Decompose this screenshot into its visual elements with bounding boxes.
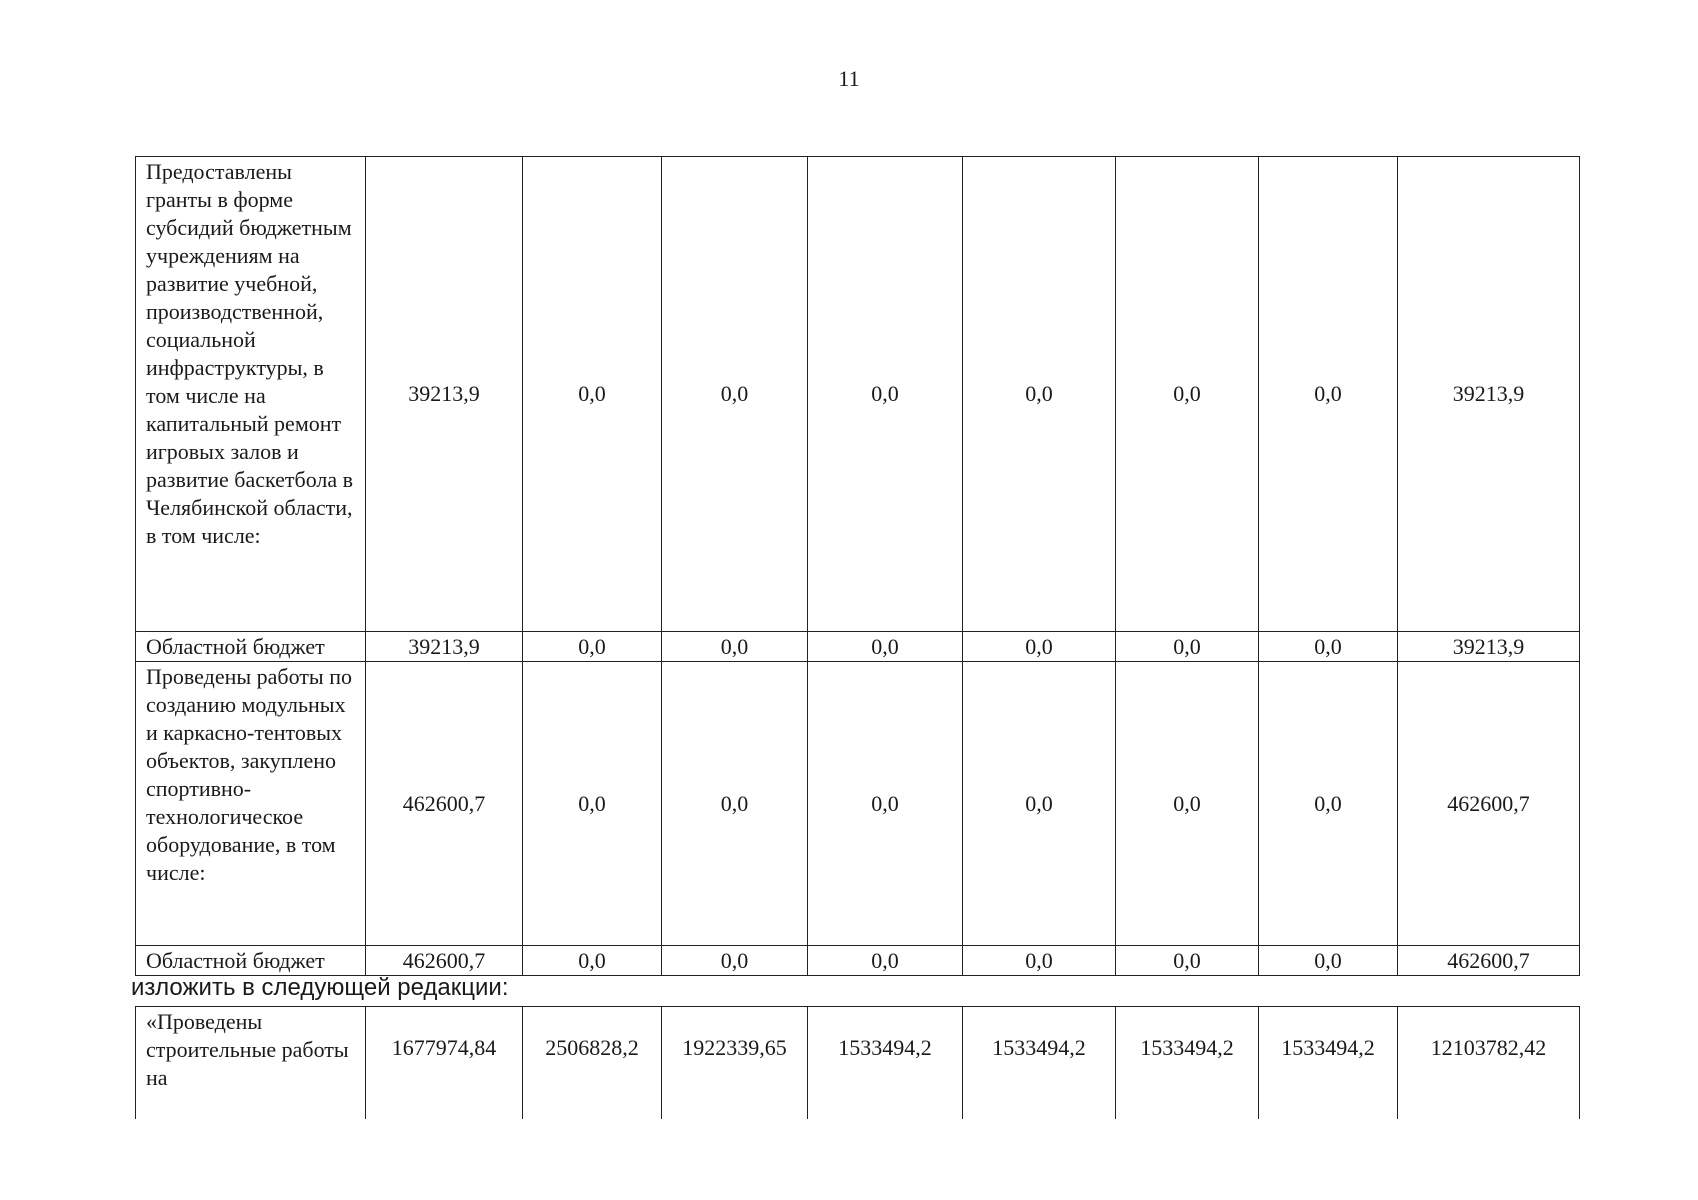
table-cell: 0,0	[963, 632, 1116, 662]
table-cell: 1533494,2	[1259, 1007, 1398, 1120]
table-row	[136, 157, 1580, 632]
table-cell: 39213,9	[1398, 632, 1580, 662]
table-cell: 1677974,84	[366, 1007, 523, 1120]
table-cell: 1533494,2	[963, 1007, 1116, 1120]
table-cell: 462600,7	[366, 662, 523, 946]
table-row	[136, 632, 1580, 662]
table-cell: 2506828,2	[523, 1007, 662, 1120]
table-cell: 0,0	[523, 946, 662, 976]
budget-table-top	[135, 156, 1580, 976]
page-number: 11	[838, 66, 860, 91]
table-cell: 0,0	[1116, 157, 1259, 632]
row-label: Проведены работы по созданию модульных и каркасно-тентовых объектов, закуплено спортивно-технологическое оборудование, в том числе:	[136, 662, 366, 946]
table-row	[136, 946, 1580, 976]
table-cell: 0,0	[662, 946, 808, 976]
table-row	[136, 662, 1580, 946]
table-cell: 0,0	[1116, 662, 1259, 946]
table-cell: 0,0	[963, 946, 1116, 976]
table-cell: 39213,9	[366, 157, 523, 632]
table-cell: 0,0	[523, 632, 662, 662]
table-cell: 462600,7	[366, 946, 523, 976]
table-cell: 0,0	[808, 157, 963, 632]
table-cell: 0,0	[808, 632, 963, 662]
table-cell: 0,0	[963, 662, 1116, 946]
row-label: Областной бюджет	[136, 946, 366, 976]
table-cell: 0,0	[808, 946, 963, 976]
table-cell: 0,0	[1259, 662, 1398, 946]
table-cell: 39213,9	[1398, 157, 1580, 632]
table-cell: 1533494,2	[808, 1007, 963, 1120]
table-cell: 1922339,65	[662, 1007, 808, 1120]
table-cell: 0,0	[808, 662, 963, 946]
table-row	[136, 1007, 1580, 1120]
table-cell: 0,0	[1259, 157, 1398, 632]
row-label: «Проведены строительные работы на	[136, 1007, 366, 1120]
table-cell: 0,0	[1259, 946, 1398, 976]
row-label: Предоставлены гранты в форме субсидий бюджетным учреждениям на развитие учебной, производственной, социальной инфраструктуры, в том числе на капитальный ремонт игровых залов и развитие баскетбола в Челябинской области, в том числе:	[136, 157, 366, 632]
table-cell: 12103782,42	[1398, 1007, 1580, 1120]
table-cell: 0,0	[1259, 632, 1398, 662]
table-cell: 0,0	[662, 662, 808, 946]
table-cell: 462600,7	[1398, 662, 1580, 946]
table-cell: 39213,9	[366, 632, 523, 662]
budget-table-bottom	[135, 1006, 1580, 1119]
table-cell: 0,0	[1116, 632, 1259, 662]
row-label: Областной бюджет	[136, 632, 366, 662]
table-cell: 0,0	[1116, 946, 1259, 976]
table-cell: 462600,7	[1398, 946, 1580, 976]
table-cell: 0,0	[662, 632, 808, 662]
instruction-text: изложить в следующей редакции:	[131, 974, 509, 1001]
table-cell: 1533494,2	[1116, 1007, 1259, 1120]
table-cell: 0,0	[662, 157, 808, 632]
table-cell: 0,0	[963, 157, 1116, 632]
table-cell: 0,0	[523, 157, 662, 632]
table-cell: 0,0	[523, 662, 662, 946]
